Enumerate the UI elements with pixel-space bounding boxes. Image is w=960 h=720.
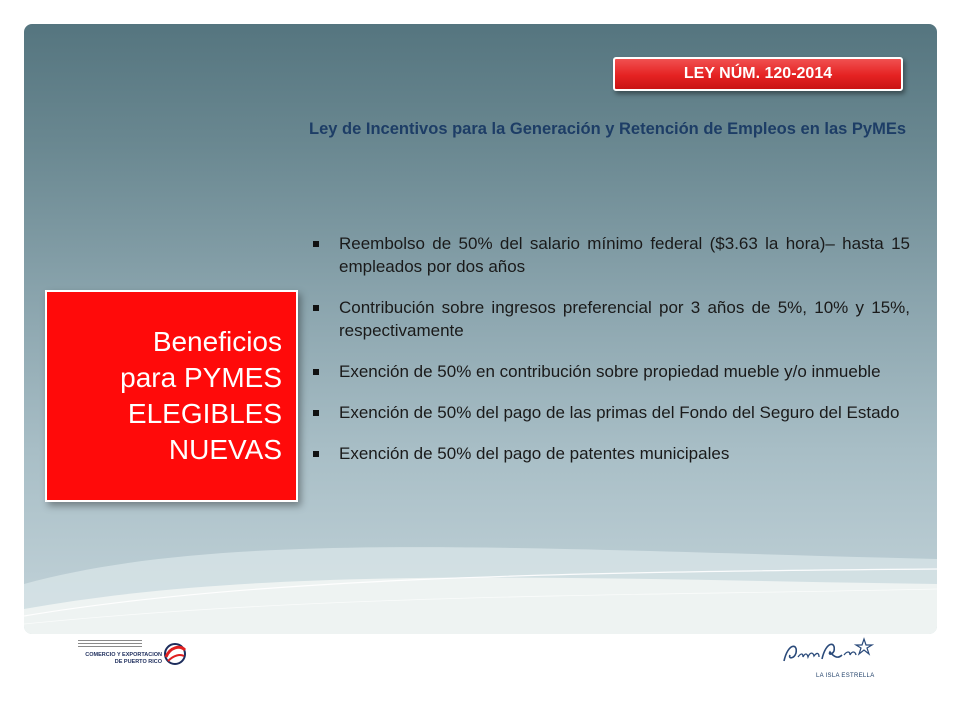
bullet-square-icon — [313, 451, 319, 457]
logo-right-tagline: LA ISLA ESTRELLA — [816, 673, 875, 679]
benefits-box — [45, 290, 298, 502]
benefits-list — [312, 232, 910, 483]
list-item: Contribución sobre ingresos preferencial por 3 años de 5%, 10% y 15%, respectivamente — [312, 296, 910, 342]
law-number-text: LEY NÚM. 120-2014 — [683, 65, 833, 82]
logo-left-text: COMERCIO Y EXPORTACION DE PUERTO RICO — [85, 652, 162, 665]
list-item: Exención de 50% del pago de las primas del Fondo del Seguro del Estado — [312, 401, 910, 424]
puerto-rico-logo — [778, 633, 878, 683]
commerce-export-logo — [78, 633, 188, 677]
bullet-square-icon — [313, 305, 319, 311]
puerto-rico-script-icon — [778, 633, 878, 673]
list-item: Exención de 50% del pago de patentes municipales — [312, 442, 910, 465]
list-item: Reembolso de 50% del salario mínimo federal ($3.63 la hora)– hasta 15 empleados por dos años — [312, 232, 910, 278]
law-subtitle: Ley de Incentivos para la Generación y Retención de Empleos en las PyMEs — [309, 120, 906, 138]
bullet-square-icon — [313, 241, 319, 247]
benefits-box-title: Beneficios para PYMES ELEGIBLES NUEVAS — [120, 326, 282, 465]
logo-rule-lines — [78, 640, 142, 649]
law-number-badge — [613, 57, 903, 91]
bullet-square-icon — [313, 410, 319, 416]
list-item: Exención de 50% en contribución sobre propiedad mueble y/o inmueble — [312, 360, 910, 383]
swoosh-logo-icon — [162, 641, 188, 667]
bullet-square-icon — [313, 369, 319, 375]
